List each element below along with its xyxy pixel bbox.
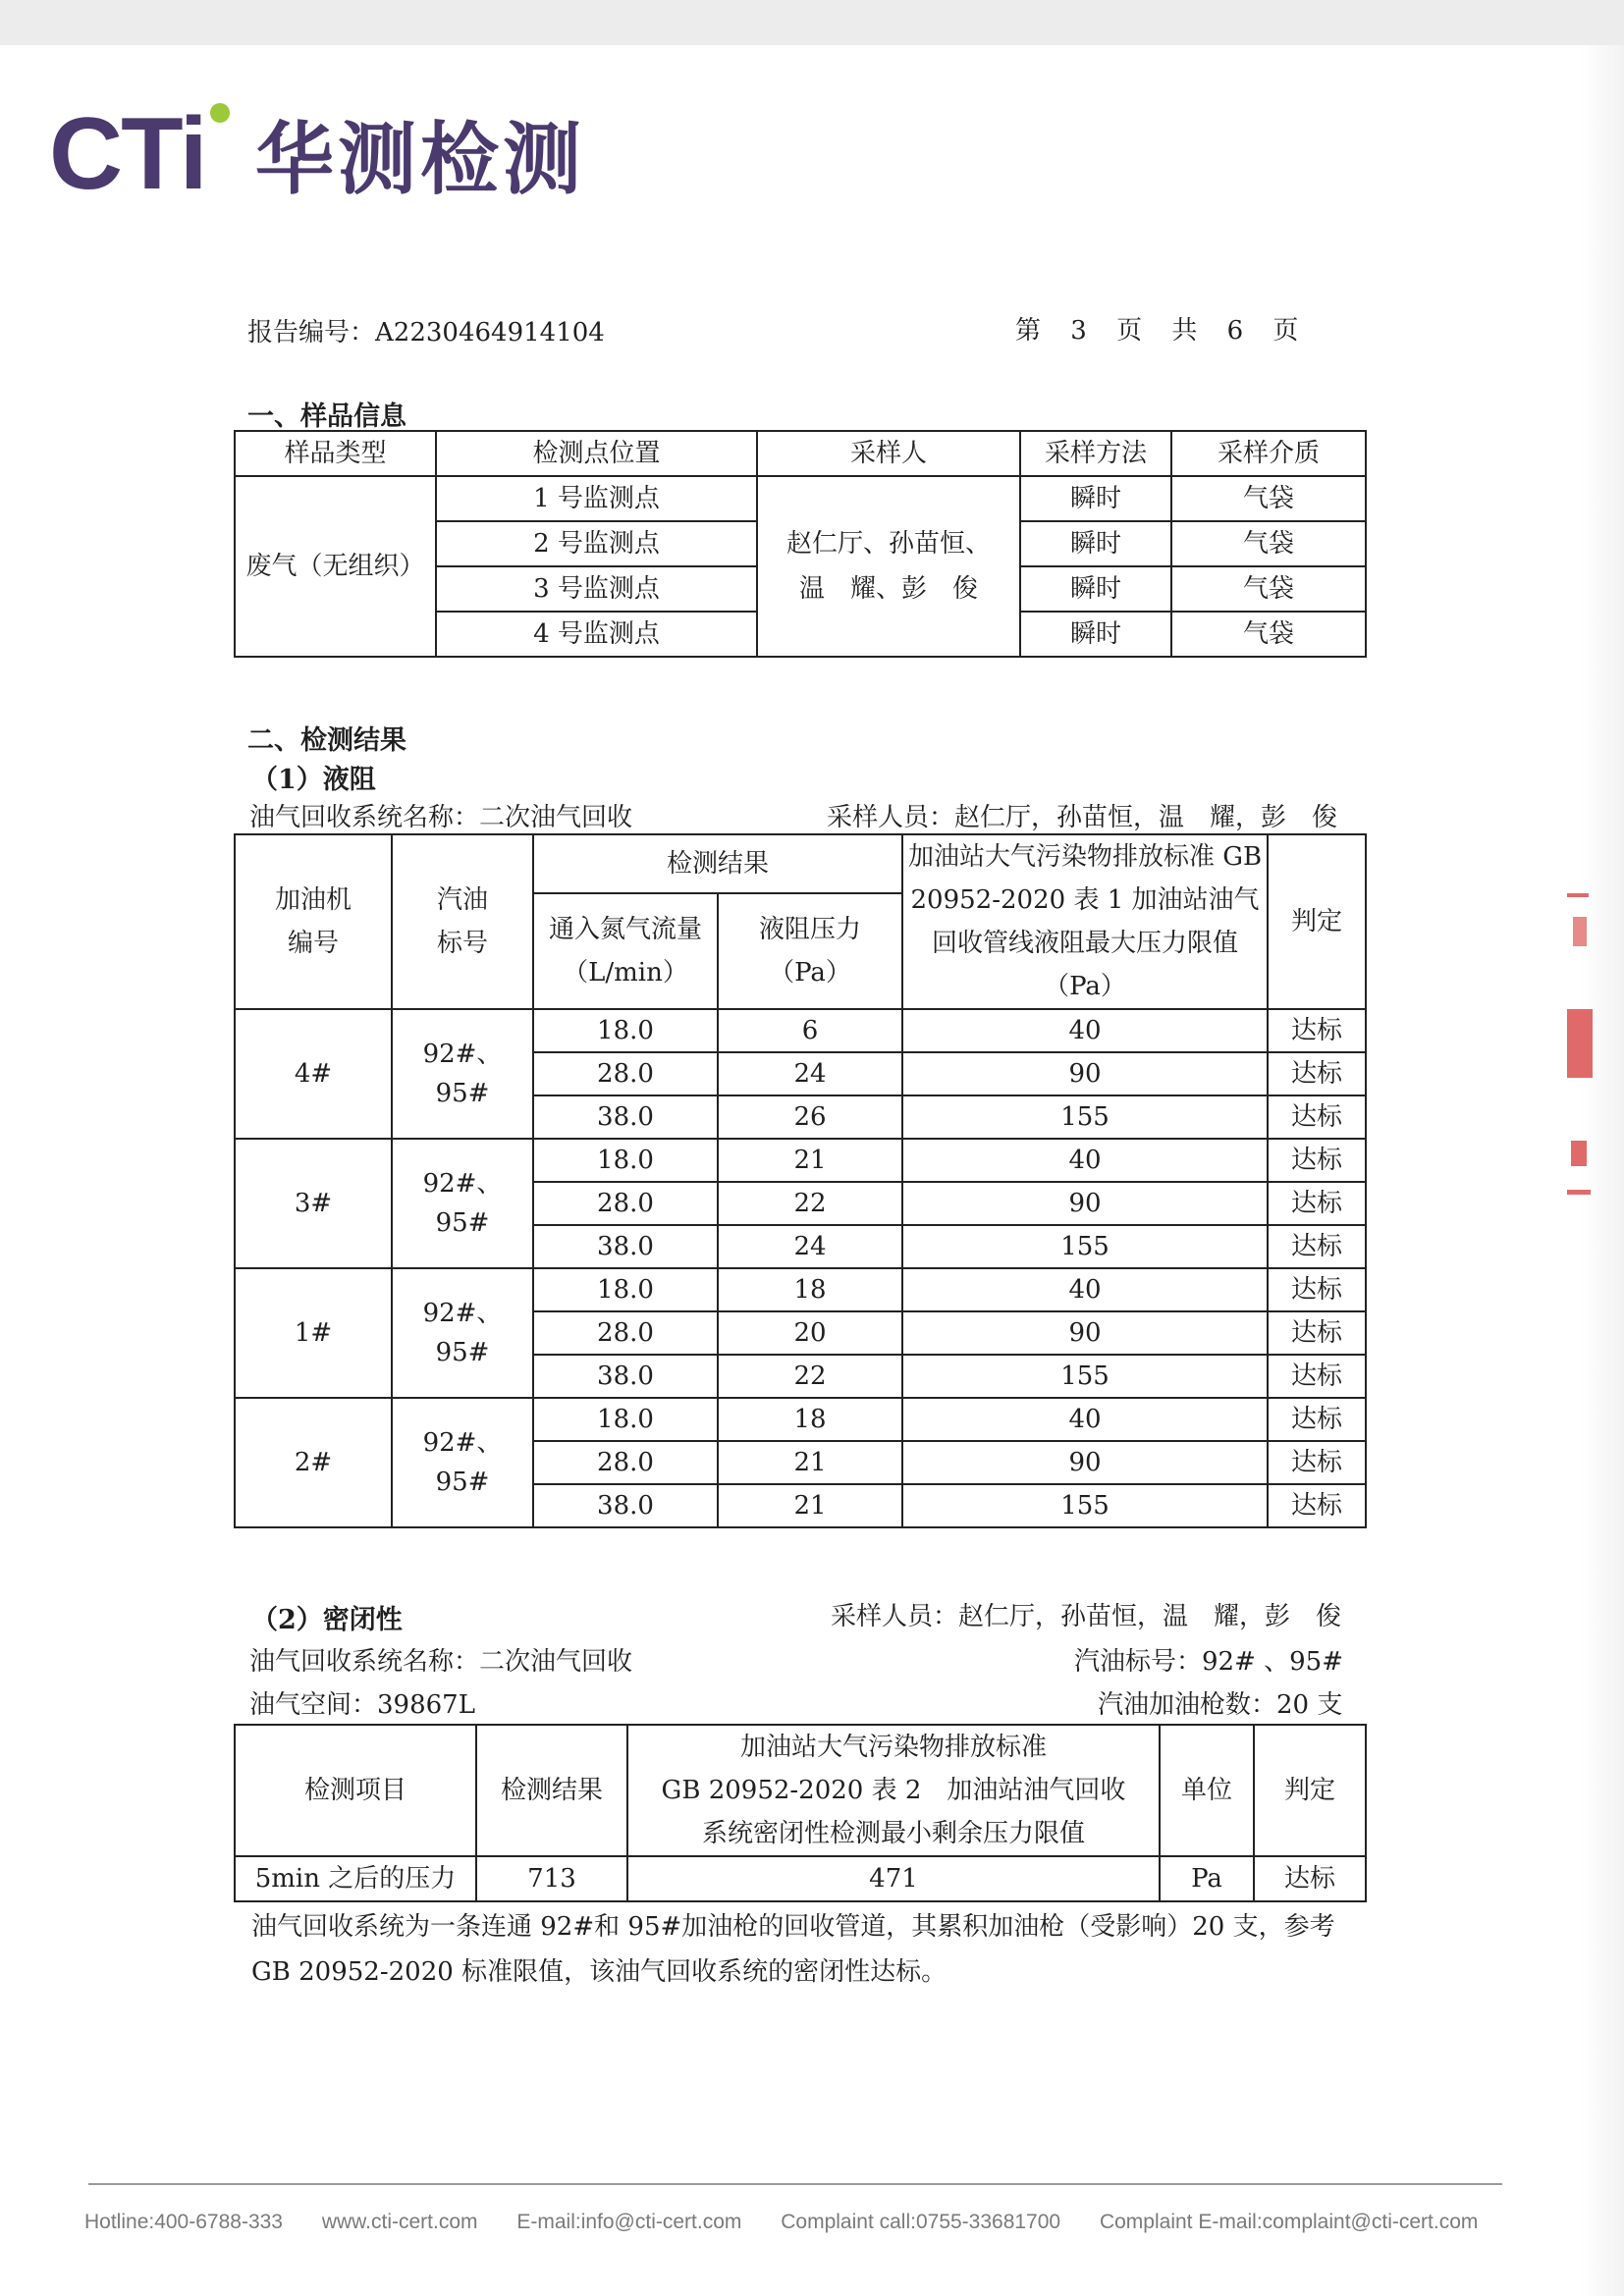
footer-email[interactable]: E-mail:info@cti-cert.com — [516, 2211, 742, 2233]
scan-edge-top — [0, 0, 1624, 45]
sampler-line: 赵仁厅、孙苗恒、 — [785, 529, 991, 559]
judge-cell: 达标 — [1268, 1182, 1366, 1225]
header-fuel — [392, 834, 533, 1009]
flow-cell: 28.0 — [533, 1052, 718, 1095]
medium-cell: 气袋 — [1171, 476, 1366, 521]
result-cell: 713 — [476, 1856, 627, 1901]
pressure-cell: 6 — [718, 1009, 902, 1052]
report-number-value: A2230464914104 — [375, 318, 605, 347]
conclusion-note: 油气回收系统为一条连通 92#和 95#加油枪的回收管道，其累积加油枪（受影响）20 支，参考 GB 20952-2020 标准限值，该油气回收系统的密闭性达标。 — [251, 1912, 1335, 1987]
sub2-fuel-grade: 汽油标号：92# 、95# — [1074, 1647, 1344, 1677]
header-fuel-text: 汽油标号 — [436, 885, 488, 958]
machine-cell: 2# — [235, 1398, 392, 1527]
header-flow: 通入氮气流量（L/min） — [533, 893, 718, 1009]
header-pressure-text: 液阻压力（Pa） — [758, 915, 861, 988]
limit-cell: 90 — [902, 1182, 1268, 1225]
header-item: 检测项目 — [235, 1725, 476, 1856]
point-cell: 2 号监测点 — [436, 521, 757, 566]
table-row — [235, 1268, 1366, 1311]
pressure-cell: 21 — [718, 1484, 902, 1527]
judge-cell: 达标 — [1254, 1856, 1366, 1901]
table-header-row — [235, 431, 1366, 476]
pressure-cell: 21 — [718, 1441, 902, 1484]
pressure-cell: 24 — [718, 1225, 902, 1268]
flow-cell: 38.0 — [533, 1095, 718, 1139]
flow-cell: 28.0 — [533, 1441, 718, 1484]
pressure-cell: 24 — [718, 1052, 902, 1095]
table-header-row — [235, 1725, 1366, 1856]
sub1-title: （1）液阻 — [251, 765, 376, 795]
judge-cell: 达标 — [1268, 1225, 1366, 1268]
table-row — [235, 1009, 1366, 1052]
flow-cell: 38.0 — [533, 1225, 718, 1268]
limit-cell: 40 — [902, 1009, 1268, 1052]
judge-cell: 达标 — [1268, 1311, 1366, 1355]
section1-title: 一、样品信息 — [247, 401, 406, 432]
table-row — [235, 1139, 1366, 1182]
liquid-resistance-body — [235, 1009, 1366, 1527]
footer-complaint-call: Complaint call:0755-33681700 — [781, 2211, 1061, 2233]
sampler-line: 温 耀、彭 俊 — [798, 574, 978, 604]
sub1-system-name: 油气回收系统名称：二次油气回收 — [249, 803, 633, 832]
limit-cell: 90 — [902, 1311, 1268, 1355]
limit-cell: 471 — [627, 1856, 1160, 1901]
limit-cell: 90 — [902, 1441, 1268, 1484]
point-cell: 1 号监测点 — [436, 476, 757, 521]
limit-cell: 155 — [902, 1225, 1268, 1268]
medium-cell: 气袋 — [1171, 612, 1366, 657]
sub2-vapor-space: 油气空间：39867L — [249, 1690, 475, 1720]
header-standard — [627, 1725, 1160, 1856]
point-cell: 3 号监测点 — [436, 566, 757, 612]
header-judge: 判定 — [1254, 1725, 1366, 1856]
limit-cell: 90 — [902, 1052, 1268, 1095]
pressure-cell: 22 — [718, 1182, 902, 1225]
pressure-cell: 26 — [718, 1095, 902, 1139]
fuel-cell: 92#、95# — [392, 1139, 533, 1268]
medium-cell: 气袋 — [1171, 566, 1366, 612]
pressure-cell: 18 — [718, 1268, 902, 1311]
machine-cell: 1# — [235, 1268, 392, 1398]
footer — [84, 2211, 1508, 2234]
judge-cell: 达标 — [1268, 1398, 1366, 1441]
item-cell: 5min 之后的压力 — [235, 1856, 476, 1901]
pressure-cell: 18 — [718, 1398, 902, 1441]
header-pressure — [718, 893, 902, 1009]
judge-cell: 达标 — [1268, 1052, 1366, 1095]
table-row — [235, 476, 1366, 521]
sampler-cell — [757, 476, 1020, 657]
header-method: 采样方法 — [1020, 431, 1171, 476]
logo-name-cn: 华测检测 — [255, 114, 585, 205]
table-row — [235, 1856, 1366, 1901]
limit-cell: 155 — [902, 1484, 1268, 1527]
header-machine-text: 加油机编号 — [274, 885, 352, 958]
method-cell: 瞬时 — [1020, 612, 1171, 657]
judge-cell: 达标 — [1268, 1355, 1366, 1398]
header-point: 检测点位置 — [436, 431, 757, 476]
tightness-table — [234, 1724, 1367, 1902]
header-result: 检测结果 — [476, 1725, 627, 1856]
flow-cell: 18.0 — [533, 1139, 718, 1182]
logo-dot — [210, 103, 230, 123]
red-stamp-edge — [1565, 893, 1595, 1217]
table-row — [235, 1398, 1366, 1441]
machine-cell: 3# — [235, 1139, 392, 1268]
sub2-samplers: 采样人员：赵仁厅，孙苗恒，温 耀，彭 俊 — [831, 1602, 1342, 1631]
footer-divider — [88, 2183, 1502, 2185]
sub2-title: （2）密闭性 — [251, 1605, 403, 1635]
logo-brand: CTi — [49, 97, 206, 211]
limit-cell: 40 — [902, 1268, 1268, 1311]
machine-cell: 4# — [235, 1009, 392, 1139]
flow-cell: 18.0 — [533, 1268, 718, 1311]
page-info: 第 3 页 共 6 页 — [1015, 316, 1299, 346]
sample-info-table — [234, 430, 1367, 658]
judge-cell: 达标 — [1268, 1441, 1366, 1484]
judge-cell: 达标 — [1268, 1484, 1366, 1527]
medium-cell: 气袋 — [1171, 521, 1366, 566]
flow-cell: 18.0 — [533, 1009, 718, 1052]
header-standard-line: GB 20952-2020 表 2 加油站油气回收 — [661, 1776, 1126, 1805]
header-sampler: 采样人 — [757, 431, 1020, 476]
method-cell: 瞬时 — [1020, 566, 1171, 612]
flow-cell: 38.0 — [533, 1355, 718, 1398]
header-result: 检测结果 — [533, 834, 902, 893]
footer-website[interactable]: www.cti-cert.com — [321, 2211, 478, 2233]
limit-cell: 155 — [902, 1355, 1268, 1398]
header-machine — [235, 834, 392, 1009]
sample-type-cell: 废气（无组织） — [235, 476, 436, 657]
flow-cell: 28.0 — [533, 1182, 718, 1225]
fuel-cell: 92#、95# — [392, 1268, 533, 1398]
fuel-cell: 92#、95# — [392, 1398, 533, 1527]
judge-cell: 达标 — [1268, 1095, 1366, 1139]
pressure-cell: 20 — [718, 1311, 902, 1355]
header-standard-line: 系统密闭性检测最小剩余压力限值 — [701, 1819, 1085, 1848]
header-standard-line: 加油站大气污染物排放标准 — [739, 1733, 1047, 1762]
point-cell: 4 号监测点 — [436, 612, 757, 657]
flow-cell: 18.0 — [533, 1398, 718, 1441]
liquid-resistance-table — [234, 833, 1367, 1528]
footer-complaint-email[interactable]: Complaint E-mail:complaint@cti-cert.com — [1099, 2211, 1479, 2233]
header-medium: 采样介质 — [1171, 431, 1366, 476]
header-standard: 加油站大气污染物排放标准 GB 20952-2020 表 1 加油站油气回收管线液阻最大压力限值（Pa） — [902, 834, 1268, 1009]
report-number — [247, 312, 605, 348]
sub1-samplers: 采样人员：赵仁厅，孙苗恒，温 耀，彭 俊 — [827, 803, 1338, 832]
limit-cell: 40 — [902, 1398, 1268, 1441]
flow-cell: 38.0 — [533, 1484, 718, 1527]
unit-cell: Pa — [1160, 1856, 1254, 1901]
limit-cell: 40 — [902, 1139, 1268, 1182]
limit-cell: 155 — [902, 1095, 1268, 1139]
sub2-nozzles: 汽油加油枪数：20 支 — [1098, 1690, 1343, 1720]
method-cell: 瞬时 — [1020, 521, 1171, 566]
pressure-cell: 21 — [718, 1139, 902, 1182]
sub2-system-name: 油气回收系统名称：二次油气回收 — [249, 1647, 633, 1677]
table-header-row — [235, 834, 1366, 893]
header-sample-type: 样品类型 — [235, 431, 436, 476]
flow-cell: 28.0 — [533, 1311, 718, 1355]
section2-title: 二、检测结果 — [247, 725, 406, 756]
footer-hotline: Hotline:400-6788-333 — [84, 2211, 283, 2233]
judge-cell: 达标 — [1268, 1139, 1366, 1182]
report-number-label: 报告编号： — [247, 318, 376, 347]
method-cell: 瞬时 — [1020, 476, 1171, 521]
judge-cell: 达标 — [1268, 1009, 1366, 1052]
judge-cell: 达标 — [1268, 1268, 1366, 1311]
pressure-cell: 22 — [718, 1355, 902, 1398]
header-judge: 判定 — [1268, 834, 1366, 1009]
fuel-cell: 92#、95# — [392, 1009, 533, 1139]
header-unit: 单位 — [1160, 1725, 1254, 1856]
